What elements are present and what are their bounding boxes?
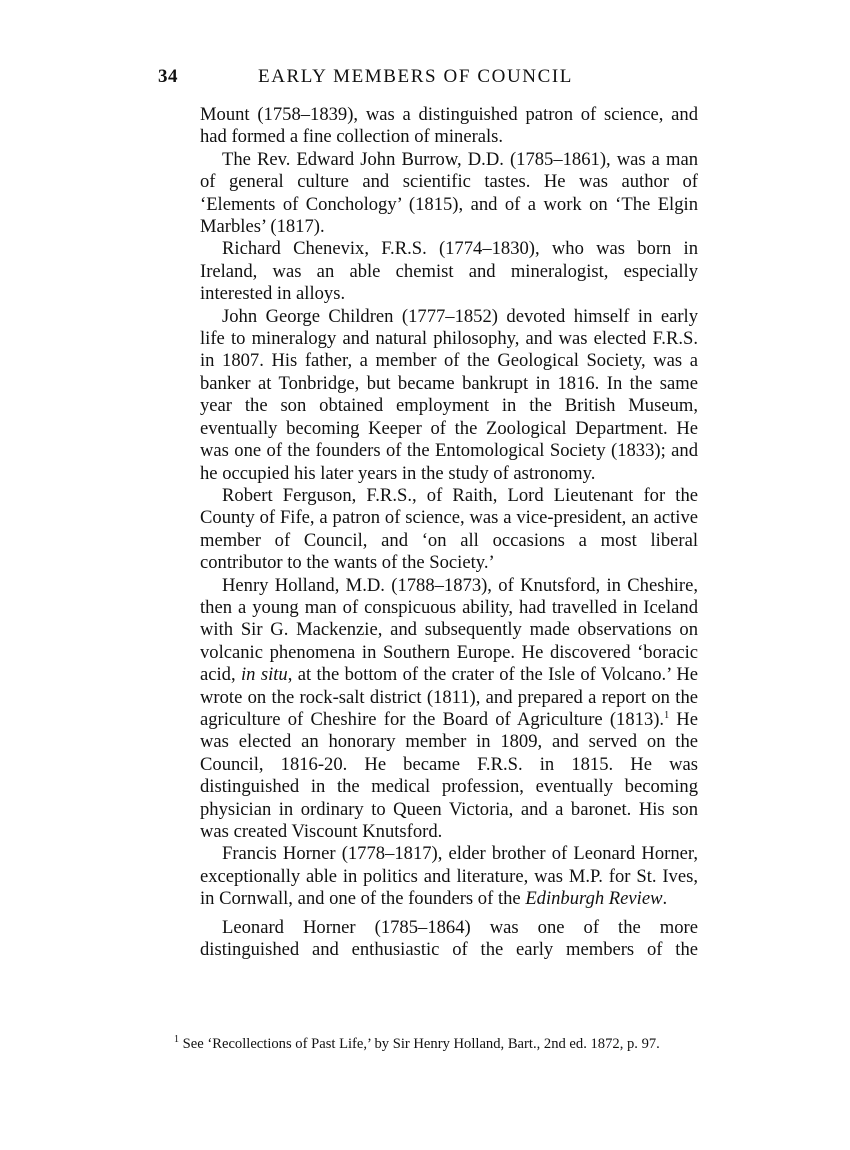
footnote [148,1034,700,1054]
paragraph-holland [200,575,698,844]
holland-text-3: He was elected an honorary member in 1809, and served on the Council, 1816-20. He became F.R.S. in 1815. He was distinguished in the medical profession, eventually becoming physician in ordinary to Queen Victoria, and a baronet. His son was created Viscount Knutsford. [200,708,698,842]
paragraph-leonard-horner: Leonard Horner (1785–1864) was one of the more distinguished and enthusiastic of the early members of the [200,916,698,961]
paragraph-mount: Mount (1758–1839), was a distinguished patron of science, and had formed a fine collection of minerals. [200,104,698,148]
holland-italic-phrase: in situ [241,664,288,686]
francis-horner-text-2: . [662,888,668,910]
edinburgh-review-title: Edinburgh Review [525,888,663,910]
running-head [158,66,698,94]
footnote-marker: 1 [174,1034,179,1046]
paragraph-chenevix: Richard Chenevix, F.R.S. (1774–1830), who was born in Ireland, was an able chemist and mineralogist, especially interested in alloys. [200,238,698,305]
paragraph-burrow: The Rev. Edward John Burrow, D.D. (1785–1861), was a man of general culture and scientific tastes. He was author of ‘Elements of Conchology’ (1815), and of a work on ‘The Elgin Marbles’ (1817). [200,148,698,238]
body-text [200,104,698,961]
francis-horner-text-1: Francis Horner (1778–1817), elder brother of Leonard Horner, exceptionally able in politics and literature, was M.P. for St. Ives, in Cornwall, and one of the founders of the [200,843,698,910]
running-title: EARLY MEMBERS OF COUNCIL [258,66,574,87]
page-number: 34 [158,66,178,87]
paragraph-children: John George Children (1777–1852) devoted himself in early life to mineralogy and natural philosophy, and was elected F.R.S. in 1807. His father, a member of the Geological Society, was a banker at Tonbridge, but became bankrupt in 1816. In the same year the son obtained employment in the British Museum, eventually becoming Keeper of the Zoological Department. He was one of the founders of the Entomological Society (1833); and he occupied his later years in the study of astronomy. [200,305,698,484]
paragraph-francis-horner [200,843,698,910]
paragraph-ferguson: Robert Ferguson, F.R.S., of Raith, Lord Lieutenant for the County of Fife, a patron of science, was a vice-president, an active member of Council, and ‘on all occasions a most liberal contributor to the wants of the Society.’ [200,484,698,574]
footnote-reference: 1 [664,709,670,721]
footnote-text: See ‘Recollections of Past Life,’ by Sir Henry Holland, Bart., 2nd ed. 1872, p. 97. [179,1036,660,1052]
holland-text-2: , at the bottom of the crater of the Isle of Volcano.’ He wrote on the rock-salt district (1811), and prepared a report on the agriculture of Cheshire for the Board of Agriculture (1813). [200,664,698,730]
holland-text-1: Henry Holland, M.D. (1788–1873), of Knutsford, in Cheshire, then a young man of conspicuous ability, had travelled in Iceland with Sir G. Mackenzie, and subsequently made observations on volcanic phenomena in Southern Europe. He discovered ‘boracic acid, [200,574,698,686]
footnote-line [148,1034,700,1054]
